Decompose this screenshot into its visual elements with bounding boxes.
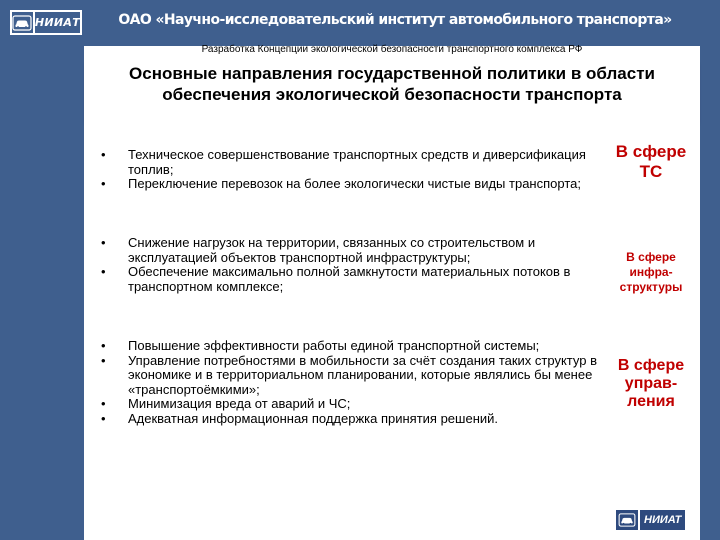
- bullet: •: [101, 235, 106, 250]
- subtitle: Разработка Концепции экологической безопасности транспортного комплекса РФ: [201, 44, 583, 55]
- list-item: [101, 147, 602, 177]
- niiat-logo: [10, 10, 82, 35]
- bullet: •: [101, 264, 106, 279]
- bullet: •: [101, 176, 106, 191]
- logo-text: НИИАТ: [640, 510, 685, 530]
- list-item: [101, 352, 602, 398]
- bullet: •: [101, 147, 106, 162]
- car-icon: [616, 510, 638, 530]
- page-title: [84, 63, 700, 105]
- left-frame-bar: [0, 0, 84, 540]
- bullet: •: [101, 410, 106, 426]
- list-item: [101, 235, 602, 265]
- sphere-label-line: структуры: [619, 280, 683, 294]
- sphere-label-line: управ-: [624, 375, 678, 392]
- list-item: [101, 264, 602, 294]
- list-item: [101, 410, 602, 427]
- sphere-label-line: инфра-: [629, 265, 673, 279]
- section-infrastructure: [101, 235, 602, 294]
- bullet: •: [101, 352, 106, 368]
- sphere-label-management: [608, 357, 694, 411]
- list-item: [101, 176, 602, 192]
- sphere-label-vehicles: В сфере ТС: [615, 142, 687, 181]
- list-item-text: Переключение перевозок на более экологически чистые виды транспорта;: [128, 176, 581, 191]
- sphere-label-infrastructure: [608, 250, 694, 295]
- list-item-text: Управление потребностями в мобильности за счёт создания таких структур в экономике и в территориальном планировании, которые являлись бы менее «транспортоёмкими»;: [128, 352, 597, 397]
- list-item-text: Техническое совершенствование транспортных средств и диверсификация топлив;: [128, 147, 586, 177]
- list-item-text: Минимизация вреда от аварий и ЧС;: [128, 396, 351, 411]
- section-management: [101, 338, 602, 426]
- list-item: [101, 396, 602, 412]
- list-item-text: Адекватная информационная поддержка принятия решений.: [128, 410, 499, 426]
- list-item: [101, 338, 602, 354]
- list-item-text: Снижение нагрузок на территории, связанных со строительством и эксплуатацией объектов транспортной инфраструктуры;: [128, 235, 536, 265]
- logo-text: НИИАТ: [35, 12, 80, 33]
- list-item-text: Повышение эффективности работы единой транспортной системы;: [128, 338, 540, 353]
- page-title-line-1: Основные направления государственной политики в области: [129, 64, 655, 83]
- right-frame-bar: [700, 0, 720, 540]
- niiat-logo-footer: [616, 509, 688, 531]
- sphere-label-line: ления: [627, 393, 675, 410]
- bullet: •: [101, 396, 106, 411]
- bullet: •: [101, 338, 106, 353]
- sphere-label-line: В сфере: [617, 357, 685, 374]
- car-icon: [12, 12, 33, 33]
- list-item-text: Обеспечение максимально полной замкнутости материальных потоков в транспортном комплексе;: [128, 264, 571, 294]
- sphere-label-line: В сфере: [626, 250, 676, 264]
- section-vehicles: [101, 147, 602, 192]
- page-title-line-2: обеспечения экологической безопасности транспорта: [162, 85, 622, 104]
- organization-title: ОАО «Научно-исследовательский институт автомобильного транспорта»: [118, 12, 672, 28]
